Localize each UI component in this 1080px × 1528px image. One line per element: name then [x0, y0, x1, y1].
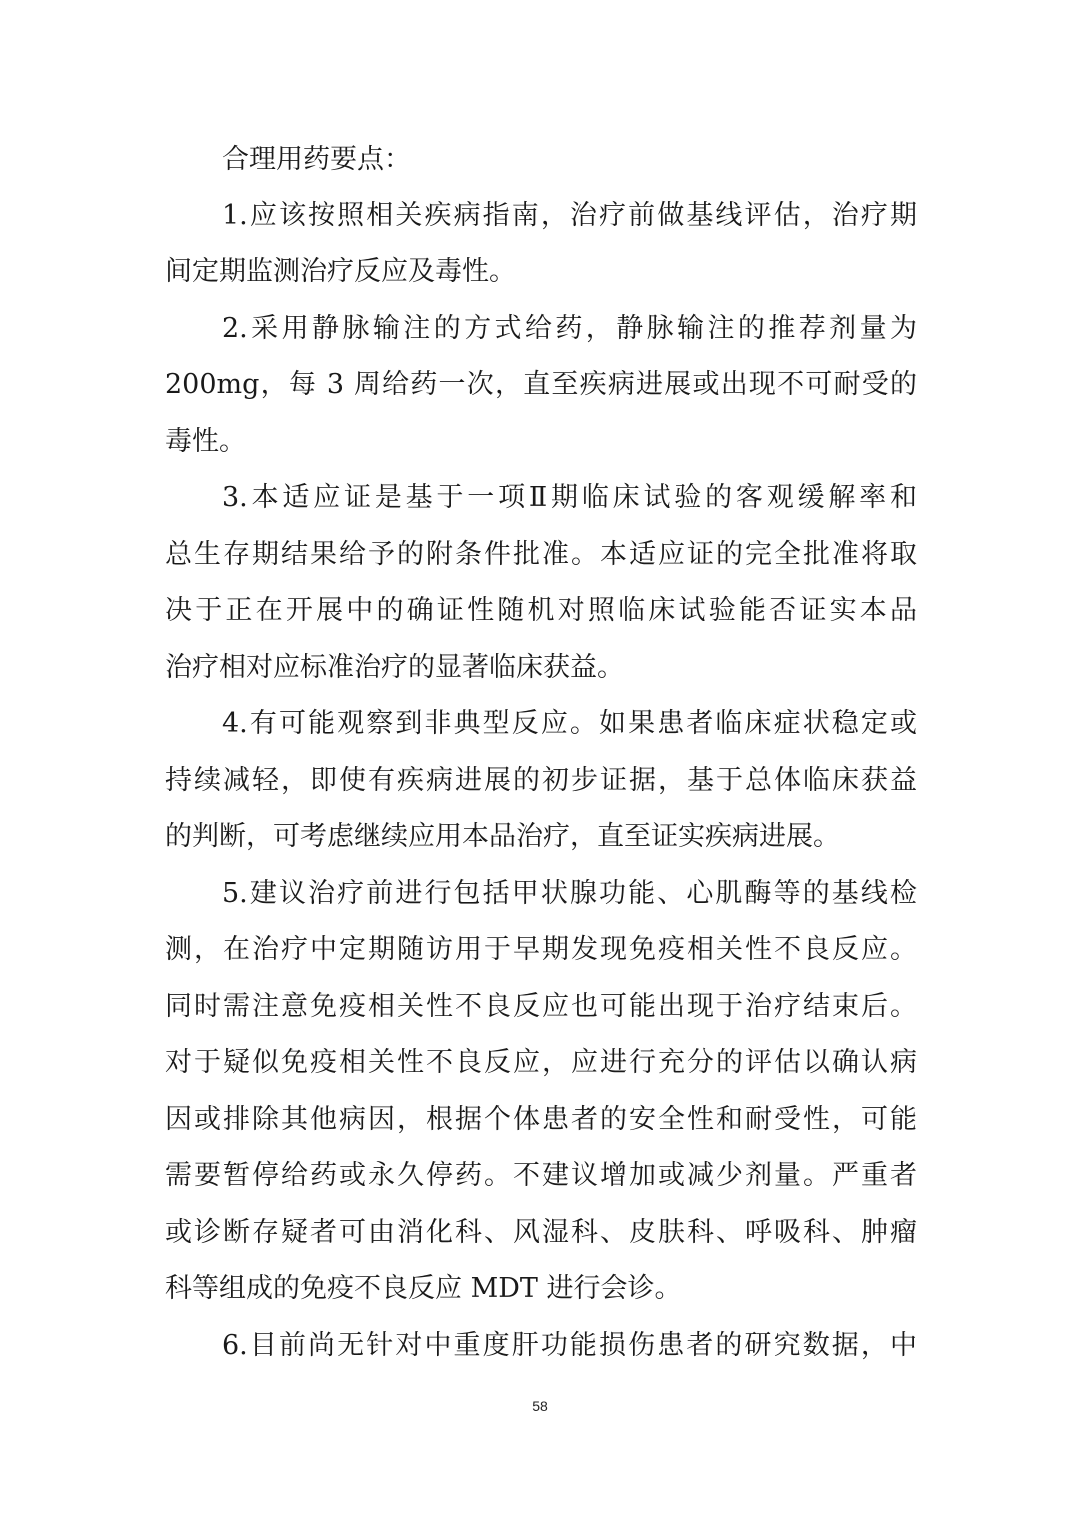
text-line-7: 总生存期结果给予的附条件批准。本适应证的完全批准将取 [165, 539, 917, 570]
page-number: 58 [532, 1398, 548, 1414]
text-line-8: 决于正在开展中的确证性随机对照临床试验能否证实本品 [165, 595, 917, 626]
text-line-19: 或诊断存疑者可由消化科、风湿科、皮肤科、呼吸科、肿瘤 [165, 1217, 917, 1248]
text-line-11: 持续减轻，即使有疾病进展的初步证据，基于总体临床获益 [165, 765, 917, 796]
section-heading: 合理用药要点： [222, 144, 411, 175]
text-line-1: 1.应该按照相关疾病指南，治疗前做基线评估，治疗期 [222, 200, 917, 231]
text-line-16: 对于疑似免疫相关性不良反应，应进行充分的评估以确认病 [165, 1047, 917, 1078]
text-line-4: 200mg，每 3 周给药一次，直至疾病进展或出现不可耐受的 [165, 369, 917, 400]
text-line-6: 3.本适应证是基于一项Ⅱ期临床试验的客观缓解率和 [222, 482, 917, 513]
text-line-18: 需要暂停给药或永久停药。不建议增加或减少剂量。严重者 [165, 1160, 917, 1191]
text-line-20: 科等组成的免疫不良反应 MDT 进行会诊。 [165, 1273, 682, 1304]
text-line-13: 5.建议治疗前进行包括甲状腺功能、心肌酶等的基线检 [222, 878, 917, 909]
text-line-9: 治疗相对应标准治疗的显著临床获益。 [165, 652, 624, 683]
text-line-12: 的判断，可考虑继续应用本品治疗，直至证实疾病进展。 [165, 821, 840, 852]
text-line-17: 因或排除其他病因，根据个体患者的安全性和耐受性，可能 [165, 1104, 917, 1135]
text-line-3: 2.采用静脉输注的方式给药，静脉输注的推荐剂量为 [222, 313, 917, 344]
text-line-5: 毒性。 [165, 426, 246, 457]
text-line-2: 间定期监测治疗反应及毒性。 [165, 256, 516, 287]
text-line-14: 测，在治疗中定期随访用于早期发现免疫相关性不良反应。 [165, 934, 917, 965]
text-line-15: 同时需注意免疫相关性不良反应也可能出现于治疗结束后。 [165, 991, 917, 1022]
text-line-10: 4.有可能观察到非典型反应。如果患者临床症状稳定或 [222, 708, 917, 739]
text-line-21: 6.目前尚无针对中重度肝功能损伤患者的研究数据，中 [222, 1330, 917, 1361]
